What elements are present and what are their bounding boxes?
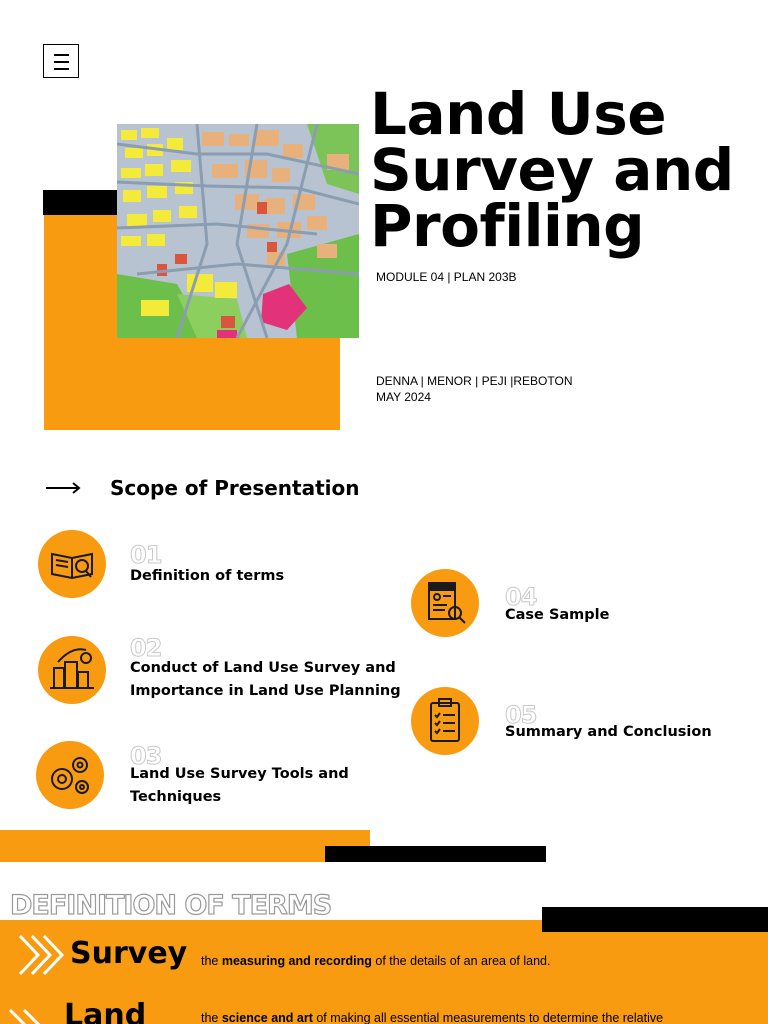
land-use-map-image bbox=[117, 124, 359, 338]
gears-icon bbox=[36, 741, 104, 809]
arrow-right-icon bbox=[45, 478, 81, 498]
item-number: 05 bbox=[505, 701, 537, 729]
double-chevron-icon bbox=[6, 1006, 58, 1024]
authors: DENNA | MENOR | PEJI |REBOTON bbox=[376, 374, 573, 388]
title-line: Profiling bbox=[370, 192, 645, 260]
date: MAY 2024 bbox=[376, 390, 431, 404]
double-chevron-icon bbox=[16, 932, 68, 978]
definitions-heading: DEFINITION OF TERMS bbox=[10, 890, 332, 921]
page-title bbox=[370, 80, 765, 260]
title-line: Survey and bbox=[370, 136, 734, 204]
authors-block bbox=[376, 373, 573, 405]
book-magnifier-icon bbox=[38, 530, 106, 598]
term-definition: the measuring and recording of the details of an area of land. bbox=[201, 954, 551, 968]
scope-item-label[interactable]: Summary and Conclusion bbox=[505, 724, 712, 740]
item-number: 03 bbox=[130, 742, 162, 770]
scope-item-label[interactable]: Case Sample bbox=[505, 607, 610, 623]
black-divider bbox=[325, 846, 546, 862]
menu-button[interactable] bbox=[43, 44, 79, 78]
module-code: MODULE 04 | PLAN 203B bbox=[376, 270, 517, 284]
term-title: Survey bbox=[70, 936, 188, 971]
menu-icon-line bbox=[54, 54, 69, 56]
menu-icon-line bbox=[54, 61, 69, 63]
case-study-icon bbox=[411, 569, 479, 637]
scope-item-label[interactable]: Land Use Survey Tools and Techniques bbox=[130, 766, 349, 805]
scope-heading: Scope of Presentation bbox=[110, 476, 360, 500]
term-title: Land bbox=[64, 998, 147, 1024]
item-number: 01 bbox=[130, 541, 162, 569]
orange-divider bbox=[0, 830, 370, 862]
menu-icon-line bbox=[54, 68, 69, 70]
scope-item-label[interactable]: Conduct of Land Use Survey and Importance in Land Use Planning bbox=[130, 660, 401, 699]
title-line: Land Use bbox=[370, 80, 667, 148]
term-definition: the science and art of making all essential measurements to determine the relative bbox=[201, 1011, 664, 1024]
item-number: 02 bbox=[130, 634, 162, 662]
clipboard-checklist-icon bbox=[411, 687, 479, 755]
black-bar bbox=[43, 190, 119, 215]
black-divider bbox=[542, 907, 768, 932]
scope-item-label[interactable]: Definition of terms bbox=[130, 568, 285, 584]
item-number: 04 bbox=[505, 583, 537, 611]
city-gear-icon bbox=[38, 636, 106, 704]
